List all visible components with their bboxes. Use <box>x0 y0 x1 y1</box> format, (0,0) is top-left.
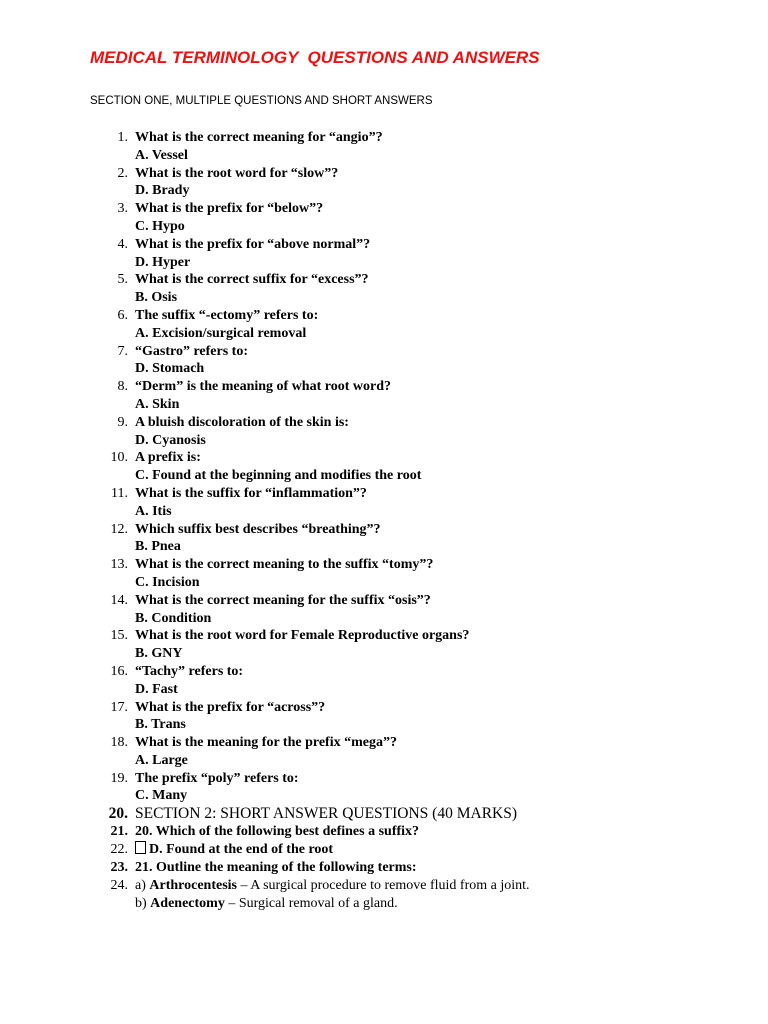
term-b-definition: – Surgical removal of a gland. <box>224 896 398 911</box>
question-text: A bluish discoloration of the skin is: <box>135 414 349 430</box>
question-item <box>0 414 700 450</box>
item-23-text: 21. Outline the meaning of the following terms: <box>135 860 417 875</box>
answer-text: A. Itis <box>135 503 172 519</box>
question-number: 16. <box>110 663 128 679</box>
question-row <box>0 378 700 396</box>
question-item <box>0 343 700 379</box>
question-text: “Tachy” refers to: <box>135 663 244 679</box>
answer-text: B. Trans <box>135 717 186 733</box>
question-text: What is the suffix for “inflammation”? <box>135 485 367 501</box>
question-number: 8. <box>117 379 128 395</box>
question-number: 19. <box>110 770 128 786</box>
answer-row <box>0 289 700 307</box>
question-row <box>0 627 700 645</box>
answer-row <box>0 752 700 770</box>
section-two <box>0 805 700 913</box>
question-text: What is the correct meaning to the suffix “tomy”? <box>135 557 434 573</box>
question-row <box>0 414 700 432</box>
item-22-line <box>135 841 333 859</box>
answer-text: D. Hyper <box>135 254 191 270</box>
answer-row <box>0 325 700 343</box>
answer-text: C. Incision <box>135 574 200 590</box>
question-row <box>0 129 700 147</box>
question-number: 4. <box>117 236 128 252</box>
answer-row <box>0 147 700 165</box>
question-item <box>0 200 700 236</box>
answer-row <box>0 645 700 663</box>
item-21-text: 20. Which of the following best defines a suffix? <box>135 824 420 839</box>
item-number: 20. <box>108 805 128 822</box>
question-number: 12. <box>110 521 128 537</box>
answer-text: C. Hypo <box>135 218 185 234</box>
question-number: 11. <box>111 485 128 501</box>
question-text: Which suffix best describes “breathing”? <box>135 521 381 537</box>
item-21 <box>0 823 700 841</box>
answer-text: B. Pnea <box>135 539 181 555</box>
question-row <box>0 343 700 361</box>
question-row <box>0 449 700 467</box>
answer-text: D. Brady <box>135 183 190 199</box>
question-number: 17. <box>110 699 128 715</box>
question-item <box>0 485 700 521</box>
question-text: A prefix is: <box>135 450 201 466</box>
term-a <box>135 877 530 895</box>
question-text: The suffix “-ectomy” refers to: <box>135 307 319 323</box>
question-row <box>0 307 700 325</box>
question-number: 14. <box>110 592 128 608</box>
answer-text: B. GNY <box>135 646 183 662</box>
answer-row <box>0 182 700 200</box>
question-row <box>0 663 700 681</box>
item-number: 23. <box>110 860 128 875</box>
answer-row <box>0 610 700 628</box>
answer-row <box>0 716 700 734</box>
answer-row <box>0 218 700 236</box>
question-item <box>0 627 700 663</box>
question-number: 1. <box>117 130 128 145</box>
question-item <box>0 129 700 165</box>
question-text: “Derm” is the meaning of what root word? <box>135 379 391 395</box>
question-item <box>0 770 700 806</box>
answer-text: A. Large <box>135 752 188 768</box>
question-row <box>0 521 700 539</box>
question-number: 5. <box>117 272 128 288</box>
term-b-name: Adenectomy <box>150 896 225 911</box>
question-text: “Gastro” refers to: <box>135 343 248 359</box>
question-number: 15. <box>110 628 128 644</box>
item-22 <box>0 841 700 859</box>
question-row <box>0 770 700 788</box>
answer-text: D. Cyanosis <box>135 432 206 448</box>
answer-text: B. Osis <box>135 290 178 306</box>
question-item <box>0 165 700 201</box>
question-number: 6. <box>117 307 128 323</box>
answer-text: A. Excision/surgical removal <box>135 325 307 341</box>
item-24-a <box>0 877 700 895</box>
question-row <box>0 200 700 218</box>
question-number: 9. <box>117 414 128 430</box>
answer-row <box>0 503 700 521</box>
question-item <box>0 556 700 592</box>
answer-text: C. Many <box>135 788 188 804</box>
question-row <box>0 236 700 254</box>
section-one-heading: SECTION ONE, MULTIPLE QUESTIONS AND SHORT ANSWERS <box>90 95 433 107</box>
answer-text: A. Vessel <box>135 147 188 163</box>
answer-row <box>0 574 700 592</box>
answer-row <box>0 681 700 699</box>
question-list <box>0 129 700 805</box>
answer-row <box>0 538 700 556</box>
question-number: 7. <box>117 343 128 359</box>
question-row <box>0 165 700 183</box>
item-22-text: D. Found at the end of the root <box>149 842 334 857</box>
question-text: What is the correct suffix for “excess”? <box>135 272 369 288</box>
question-item <box>0 307 700 343</box>
question-number: 3. <box>117 201 128 217</box>
question-item <box>0 236 700 272</box>
term-b <box>135 895 398 913</box>
page-title: MEDICAL TERMINOLOGY QUESTIONS AND ANSWERS <box>90 48 540 67</box>
item-23 <box>0 859 700 877</box>
question-item <box>0 521 700 557</box>
section-two-heading: SECTION 2: SHORT ANSWER QUESTIONS (40 MARKS) <box>135 805 518 822</box>
question-row <box>0 485 700 503</box>
answer-row <box>0 396 700 414</box>
answer-row <box>0 787 700 805</box>
question-number: 2. <box>117 165 128 181</box>
question-text: What is the prefix for “across”? <box>135 699 326 715</box>
question-number: 13. <box>110 557 128 573</box>
answer-text: D. Fast <box>135 681 178 697</box>
item-number: 24. <box>110 878 128 893</box>
term-b-prefix: b) <box>135 896 151 911</box>
question-item <box>0 699 700 735</box>
question-text: What is the root word for Female Reproductive organs? <box>135 628 470 644</box>
section-two-heading-row <box>0 805 700 823</box>
question-number: 18. <box>110 735 128 751</box>
question-row <box>0 734 700 752</box>
term-a-definition: – A surgical procedure to remove fluid from a joint. <box>237 878 530 893</box>
answer-row <box>0 360 700 378</box>
question-item <box>0 592 700 628</box>
answer-text: D. Stomach <box>135 361 205 377</box>
question-item <box>0 734 700 770</box>
term-a-prefix: a) <box>135 878 150 893</box>
checkbox-icon <box>135 841 146 854</box>
question-item <box>0 378 700 414</box>
question-text: What is the meaning for the prefix “mega”? <box>135 735 397 751</box>
answer-row <box>0 467 700 485</box>
term-a-name: Arthrocentesis <box>149 878 237 893</box>
question-number: 10. <box>110 450 128 466</box>
answer-text: C. Found at the beginning and modifies the root <box>135 468 422 484</box>
question-row <box>0 271 700 289</box>
answer-row <box>0 254 700 272</box>
question-text: The prefix “poly” refers to: <box>135 770 299 786</box>
answer-row <box>0 432 700 450</box>
question-text: What is the correct meaning for the suffix “osis”? <box>135 592 431 608</box>
question-row <box>0 592 700 610</box>
answer-text: B. Condition <box>135 610 212 626</box>
question-row <box>0 699 700 717</box>
question-text: What is the correct meaning for “angio”? <box>135 130 383 145</box>
question-item <box>0 663 700 699</box>
answer-text: A. Skin <box>135 396 180 412</box>
item-number: 21. <box>110 824 128 839</box>
item-24-b <box>0 895 700 913</box>
question-text: What is the prefix for “above normal”? <box>135 236 371 252</box>
question-text: What is the prefix for “below”? <box>135 201 324 217</box>
question-item <box>0 449 700 485</box>
question-item <box>0 271 700 307</box>
item-number: 22. <box>110 842 128 857</box>
question-row <box>0 556 700 574</box>
question-text: What is the root word for “slow”? <box>135 165 339 181</box>
